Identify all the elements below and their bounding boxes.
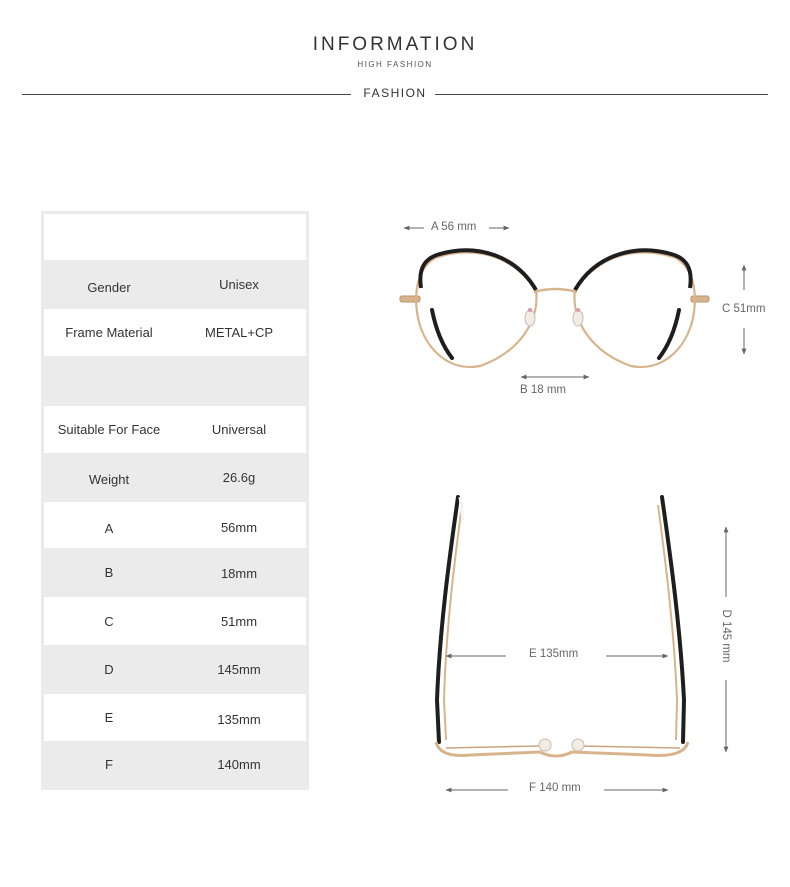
right-top-rim: [575, 250, 691, 290]
right-nose-pad-top: [572, 739, 584, 751]
spec-label: A: [104, 520, 114, 536]
page-title: INFORMATION: [312, 34, 478, 55]
front-frame-rim: [446, 746, 680, 748]
spec-label: D: [104, 662, 114, 677]
right-temple-arm: [662, 497, 684, 742]
spec-label: C: [104, 613, 114, 629]
spec-value: 140mm: [217, 757, 261, 772]
spec-label: Suitable For Face: [57, 422, 161, 437]
spec-value: 145mm: [217, 662, 261, 677]
dim-b-label: B 18 mm: [520, 384, 567, 396]
spec-value: 18mm: [220, 566, 258, 581]
right-pad-arm: [576, 308, 580, 312]
spec-label: B: [104, 564, 114, 580]
spec-value: Unisex: [219, 276, 259, 292]
right-nose-pad: [573, 310, 583, 326]
dim-f-label: F 140 mm: [529, 782, 581, 794]
dim-a-label: A 56 mm: [431, 221, 477, 233]
page-subtitle: HIGH FASHION: [357, 60, 433, 69]
left-temple-arm: [437, 497, 458, 742]
spec-value: 56mm: [220, 519, 258, 535]
section-heading: FASHION: [363, 86, 427, 100]
spec-value: 26.6g: [222, 469, 256, 485]
spec-label: F: [105, 757, 113, 772]
spec-value: 135mm: [217, 711, 261, 727]
right-hinge: [691, 296, 709, 302]
left-pad-arm: [528, 308, 532, 312]
dim-e-label: E 135mm: [529, 648, 579, 660]
spec-label: Gender: [87, 279, 131, 295]
spec-value: METAL+CP: [204, 325, 274, 340]
front-frame-top: [436, 742, 688, 756]
dim-d-label: D 145 mm: [720, 609, 732, 663]
left-nose-pad-top: [539, 739, 551, 751]
spec-label: Weight: [88, 471, 130, 487]
spec-label: E: [104, 710, 114, 725]
left-nose-pad: [525, 310, 535, 326]
spec-label: Frame Material: [65, 325, 153, 340]
left-top-rim: [420, 250, 536, 290]
spec-value: 51mm: [220, 613, 258, 629]
spec-value: Universal: [211, 422, 267, 437]
dim-c-label: C 51mm: [722, 303, 766, 315]
bridge: [534, 289, 577, 292]
glasses-top-view: [436, 497, 726, 790]
glasses-front-view: [400, 228, 744, 377]
